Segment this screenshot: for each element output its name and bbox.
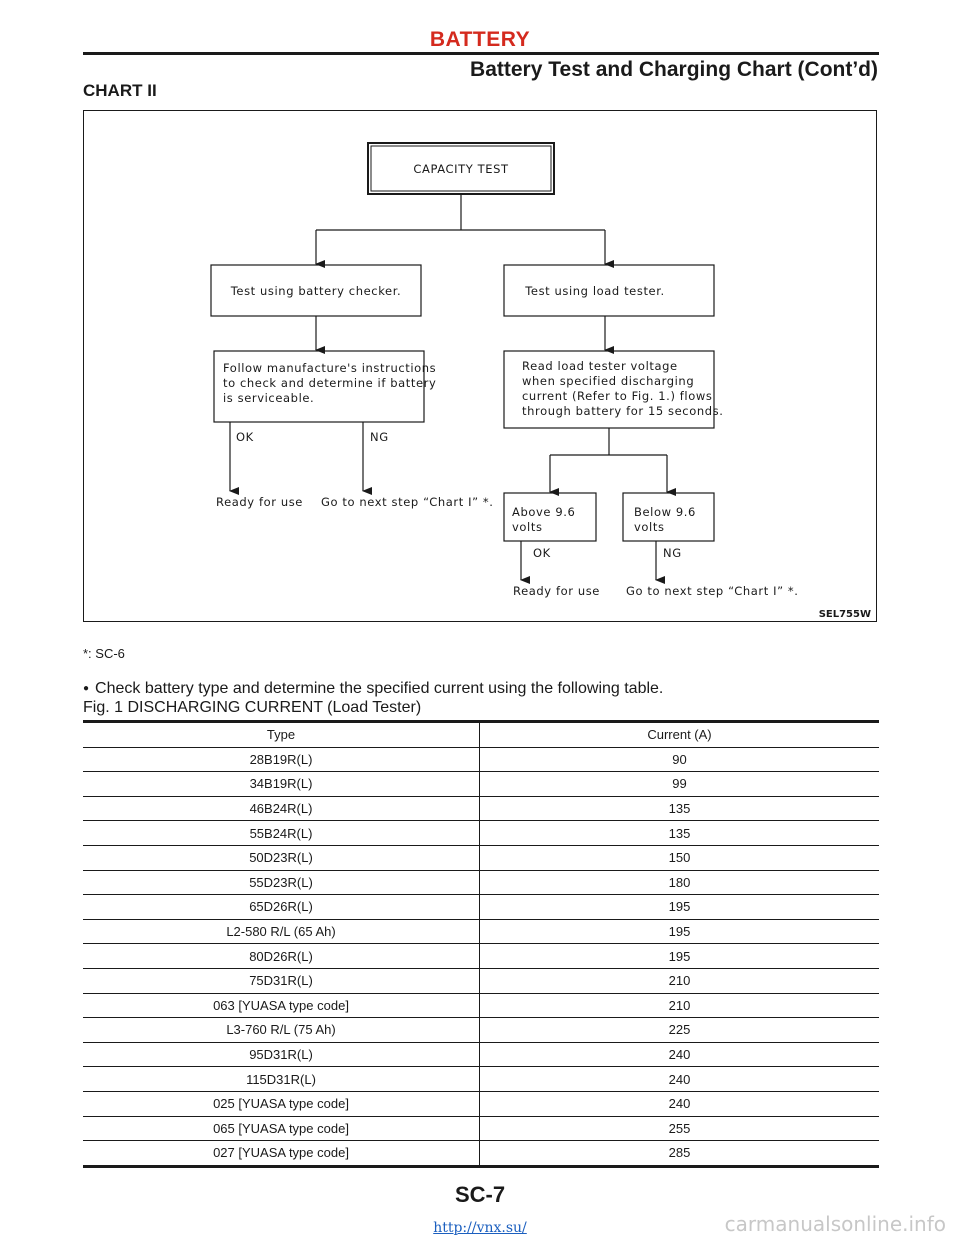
- discharging-current-table: [83, 720, 879, 1168]
- table-row: [83, 1067, 879, 1092]
- cell-current: 210: [480, 968, 880, 993]
- table-row: [83, 821, 879, 846]
- cell-current: 240: [480, 1042, 880, 1067]
- header-type: Type: [83, 722, 480, 748]
- cell-current: 195: [480, 895, 880, 920]
- cell-type: L3-760 R/L (75 Ah): [83, 1018, 480, 1043]
- cell-current: 180: [480, 870, 880, 895]
- table-row: [83, 1141, 879, 1167]
- read-line-4: through battery for 15 seconds.: [522, 404, 724, 418]
- cell-current: 285: [668, 1145, 691, 1161]
- cell-type: 80D26R(L): [83, 944, 480, 969]
- footnote: *: SC-6: [83, 646, 125, 661]
- table-row: [83, 870, 879, 895]
- below-line-2: volts: [634, 520, 665, 534]
- read-line-1: Read load tester voltage: [522, 359, 678, 373]
- cell-type: L2-580 R/L (65 Ah): [83, 919, 480, 944]
- ok-label-left: OK: [236, 430, 254, 444]
- cell-current: 225: [480, 1018, 880, 1043]
- table-row: [83, 993, 879, 1018]
- cell-current: 135: [480, 796, 880, 821]
- ng-label-left: NG: [370, 430, 389, 444]
- figure-code: SEL755W: [818, 609, 871, 620]
- table-row: [83, 1018, 879, 1043]
- table-row: [83, 845, 879, 870]
- cell-type: 50D23R(L): [83, 845, 480, 870]
- cell-type: 115D31R(L): [83, 1067, 480, 1092]
- table-row: [83, 772, 879, 797]
- page-number: SC-7: [454, 1182, 506, 1207]
- bullet-icon: ●: [83, 683, 90, 694]
- watermark: carmanualsonline.info: [724, 1212, 946, 1236]
- cell-current: 135: [480, 821, 880, 846]
- above-line-2: volts: [512, 520, 543, 534]
- figure-caption: Fig. 1 DISCHARGING CURRENT (Load Tester): [83, 699, 422, 716]
- table-row: [83, 1116, 879, 1141]
- cell-type: 025 [YUASA type code]: [83, 1091, 480, 1116]
- cell-current: 240: [480, 1091, 880, 1116]
- follow-line-2: to check and determine if battery: [223, 376, 437, 390]
- cell-current: 210: [480, 993, 880, 1018]
- cell-current: 150: [480, 845, 880, 870]
- table-row: [83, 968, 879, 993]
- cell-current: 195: [480, 944, 880, 969]
- table-row: [83, 1091, 879, 1116]
- follow-line-3: is serviceable.: [223, 391, 315, 405]
- cell-type: 34B19R(L): [83, 772, 480, 797]
- next-step-left: Go to next step “Chart I” *.: [321, 495, 494, 509]
- cell-type: 75D31R(L): [83, 968, 480, 993]
- cell-current: 99: [480, 772, 880, 797]
- section-title: BATTERY: [429, 28, 531, 51]
- cell-type: 95D31R(L): [83, 1042, 480, 1067]
- cell-type: 065 [YUASA type code]: [83, 1116, 480, 1141]
- above-line-1: Above 9.6: [512, 505, 576, 519]
- ok-label-right: OK: [533, 546, 551, 560]
- table-row: [83, 1042, 879, 1067]
- table-row: [83, 944, 879, 969]
- cell-current: 240: [480, 1067, 880, 1092]
- ng-label-right: NG: [663, 546, 682, 560]
- next-step-right: Go to next step “Chart I” *.: [626, 584, 799, 598]
- table-row: [83, 919, 879, 944]
- flowchart-diagram: [83, 110, 877, 622]
- page-title: Battery Test and Charging Chart (Cont’d): [470, 58, 878, 81]
- cell-current: 90: [480, 747, 880, 772]
- instruction-bullet: [83, 680, 663, 698]
- read-line-3: current (Refer to Fig. 1.) flows: [522, 389, 713, 403]
- cell-type: 55D23R(L): [83, 870, 480, 895]
- capacity-test-label: CAPACITY TEST: [413, 162, 509, 176]
- ready-right: Ready for use: [513, 584, 600, 598]
- site-link[interactable]: http://vnx.su/: [433, 1220, 527, 1236]
- table-header-row: [83, 722, 879, 748]
- chart-heading: CHART II: [83, 81, 157, 100]
- cell-type: 46B24R(L): [83, 796, 480, 821]
- cell-current: 255: [480, 1116, 880, 1141]
- cell-type: 063 [YUASA type code]: [83, 993, 480, 1018]
- table-row: [83, 895, 879, 920]
- cell-type: 65D26R(L): [83, 895, 480, 920]
- cell-type: 28B19R(L): [83, 747, 480, 772]
- follow-line-1: Follow manufacture's instructions: [223, 361, 437, 375]
- battery-checker-label: Test using battery checker.: [230, 284, 402, 298]
- cell-current: 195: [480, 919, 880, 944]
- cell-type: 55B24R(L): [83, 821, 480, 846]
- table-row: [83, 747, 879, 772]
- table-row: [83, 796, 879, 821]
- ready-left: Ready for use: [216, 495, 303, 509]
- cell-type: 027 [YUASA type code]: [83, 1141, 480, 1167]
- header-current: Current (A): [480, 722, 880, 748]
- below-line-1: Below 9.6: [634, 505, 696, 519]
- read-line-2: when specified discharging: [522, 374, 695, 388]
- instruction-text: Check battery type and determine the specified current using the following table.: [95, 680, 664, 697]
- header-rule: [83, 52, 879, 55]
- load-tester-label: Test using load tester.: [525, 284, 665, 298]
